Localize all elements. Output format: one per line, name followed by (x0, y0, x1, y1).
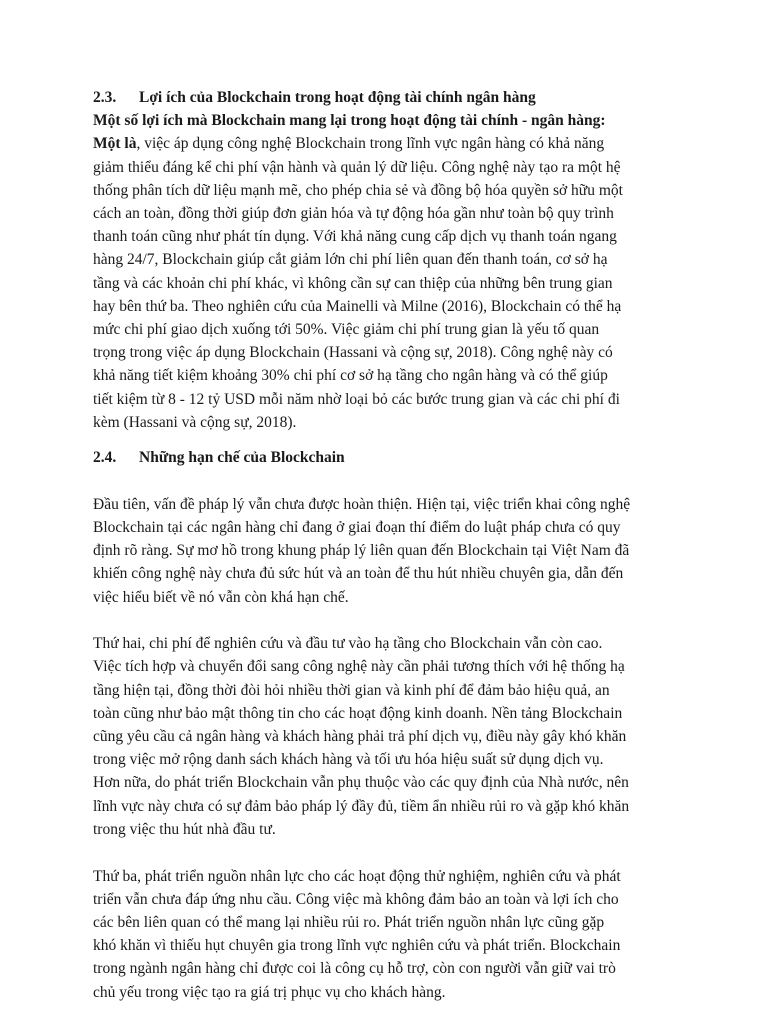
text-line: kèm (Hassani và cộng sự, 2018). (93, 413, 297, 431)
text-line: khiến công nghệ này chưa đủ sức hút và an toàn để thu hút nhiều chuyên gia, dẫn đến (93, 565, 624, 583)
text-line: tầng và các khoản chi phí khác, vì không cần sự can thiệp của những bên trung gian (93, 274, 613, 292)
text-line: khả năng tiết kiệm khoảng 30% chi phí cơ sở hạ tầng cho ngân hàng và có thể giúp (93, 367, 608, 385)
spacer (93, 434, 683, 446)
text-line: khó khăn vì thiếu hụt chuyên gia trong lĩnh vực nghiên cứu và phát triển. Blockchain (93, 937, 621, 955)
text-line: thống phân tích dữ liệu mạnh mẽ, cho phép chia sẻ và đồng bộ hóa quyền sở hữu một (93, 181, 623, 199)
text-line: triển vẫn chưa đáp ứng nhu cầu. Công việc mà không đảm bảo an toàn và lợi ích cho (93, 890, 619, 908)
limitation-paragraph-3 (93, 865, 683, 1004)
section-title: Những hạn chế của Blockchain (139, 449, 345, 467)
text-line: toàn cũng như bảo mật thông tin cho các hoạt động kinh doanh. Nền tảng Blockchain (93, 704, 623, 722)
text-line: chủ yếu trong việc tạo ra giá trị phục vụ cho khách hàng. (93, 983, 446, 1001)
text-line: Một là, việc áp dụng công nghệ Blockchain trong lĩnh vực ngân hàng có khả năng (93, 135, 605, 153)
text-line: Blockchain tại các ngân hàng chỉ đang ở giai đoạn thí điểm do luật pháp chưa có quy (93, 518, 621, 536)
text-line: tiết kiệm từ 8 - 12 tỷ USD mỗi năm nhờ loại bỏ các bước trung gian và các chi phí đi (93, 390, 620, 408)
text-line: hàng 24/7, Blockchain giúp cắt giảm lớn chi phí liên quan đến thanh toán, cơ sở hạ (93, 251, 608, 269)
text-line: mức chi phí giao dịch xuống tới 50%. Việc giảm chi phí trung gian là yếu tố quan (93, 321, 600, 339)
text-line: giảm thiểu đáng kể chi phí vận hành và quản lý dữ liệu. Công nghệ này tạo ra một hệ (93, 158, 621, 176)
text-line: Hơn nữa, do phát triển Blockchain vẫn phụ thuộc vào các quy định của Nhà nước, nên (93, 774, 629, 792)
spacer (93, 469, 683, 493)
section-title: Lợi ích của Blockchain trong hoạt động tài chính ngân hàng (139, 89, 536, 106)
limitation-paragraph-1 (93, 493, 683, 609)
text-line: cách an toàn, đồng thời giúp đơn giản hóa và tự động hóa gần như toàn bộ quy trình (93, 205, 614, 223)
section-subheading: Một số lợi ích mà Blockchain mang lại trong hoạt động tài chính - ngân hàng: (93, 112, 606, 130)
text-line: trong ngành ngân hàng chỉ được coi là công cụ hỗ trợ, còn con người vẫn giữ vai trò (93, 960, 616, 978)
section-heading-2-4 (93, 446, 683, 469)
text-line: Việc tích hợp và chuyển đổi sang công nghệ này cần phải tương thích với hệ thống hạ (93, 658, 625, 676)
section-number: 2.4. (93, 449, 117, 467)
text-line: việc hiểu biết về nó vẫn còn khá hạn chế. (93, 588, 349, 606)
text-line: Thứ ba, phát triển nguồn nhân lực cho các hoạt động thử nghiệm, nghiên cứu và phát (93, 867, 621, 885)
text-line: trong việc mở rộng danh sách khách hàng và tối ưu hóa hiệu suất sử dụng dịch vụ. (93, 751, 604, 769)
text-line: Đầu tiên, vấn đề pháp lý vẫn chưa được hoàn thiện. Hiện tại, việc triển khai công nghệ (93, 495, 631, 513)
text-line: tầng hiện tại, đồng thời đòi hỏi nhiều thời gian và kinh phí để đảm bảo hiệu quả, an (93, 681, 610, 699)
spacer (93, 841, 683, 865)
section-number: 2.3. (93, 89, 117, 106)
benefit-paragraph (93, 132, 683, 434)
text-line: các bên liên quan có thể mang lại nhiều rủi ro. Phát triển nguồn nhân lực cũng gặp (93, 914, 605, 931)
text-line: cũng yêu cầu cả ngân hàng và khách hàng phải trả phí dịch vụ, điều này gây khó khăn (93, 728, 627, 746)
text-line: lĩnh vực này chưa có sự đảm bảo pháp lý đầy đủ, tiềm ẩn nhiều rủi ro và gặp khó khăn (93, 797, 630, 815)
section-heading-2-3 (93, 86, 683, 109)
text-line: hay bên thứ ba. Theo nghiên cứu của Mainelli và Milne (2016), Blockchain có thể hạ (93, 297, 622, 315)
limitation-paragraph-2 (93, 632, 683, 841)
text-line: trong việc thu hút nhà đầu tư. (93, 820, 276, 838)
text-line: định rõ ràng. Sự mơ hồ trong khung pháp lý liên quan đến Blockchain tại Việt Nam đã (93, 542, 630, 560)
document-page (93, 86, 683, 1004)
spacer (93, 609, 683, 633)
lead-phrase: Một là (93, 135, 137, 153)
text-line: thanh toán cũng như phát tín dụng. Với khả năng cung cấp dịch vụ thanh toán ngang (93, 228, 617, 246)
text-line: Thứ hai, chi phí để nghiên cứu và đầu tư vào hạ tầng cho Blockchain vẫn còn cao. (93, 635, 603, 653)
text-line: trọng trong việc áp dụng Blockchain (Hassani và cộng sự, 2018). Công nghệ này có (93, 344, 613, 362)
